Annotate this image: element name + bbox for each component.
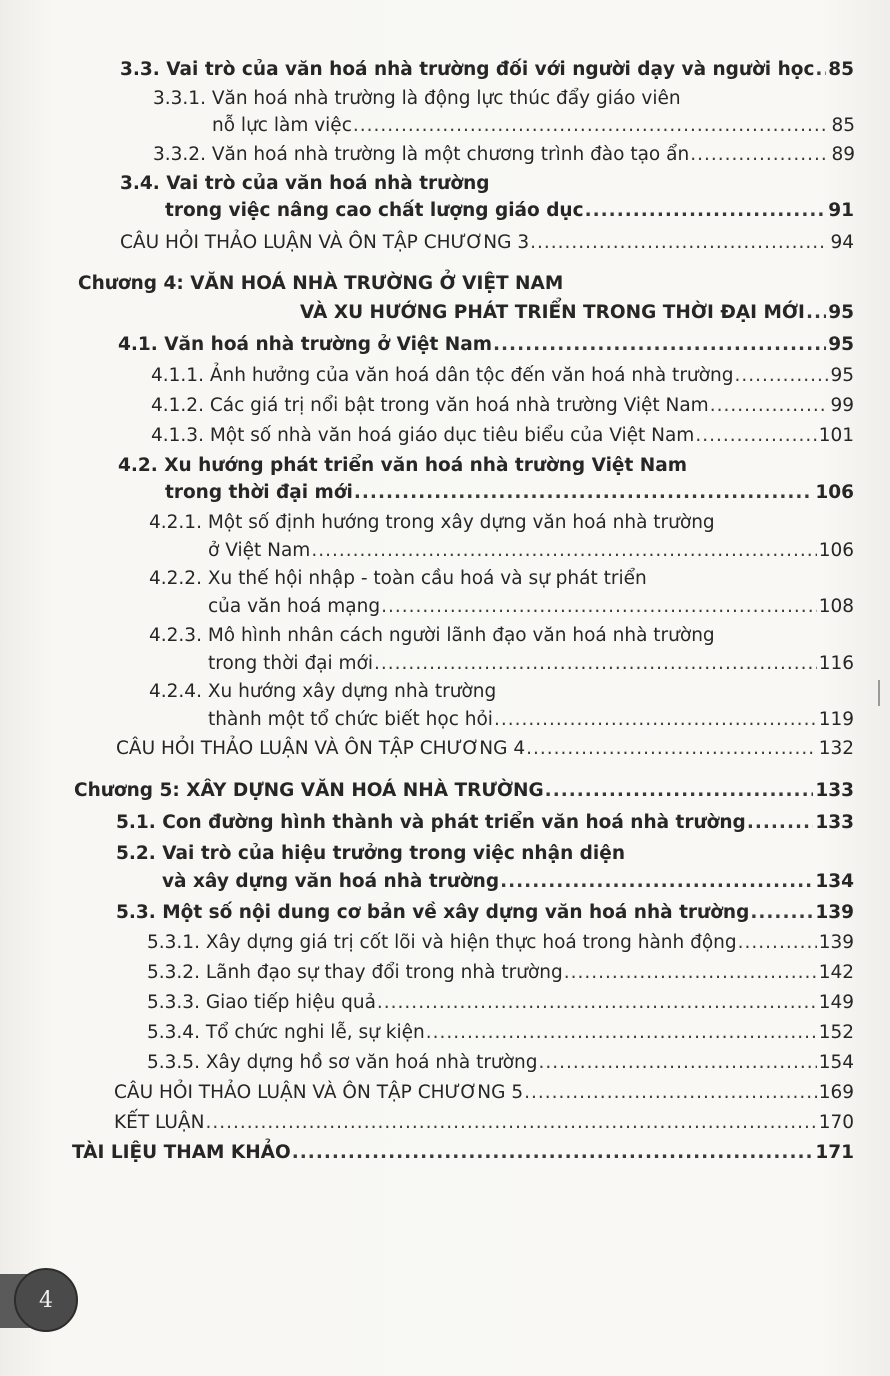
toc-chapter-title: Chương 4: VĂN HOÁ NHÀ TRƯỜNG Ở VIỆT NAM: [78, 273, 564, 294]
toc-entry-title: 4.2.4. Xu hướng xây dựng nhà trường: [149, 681, 497, 702]
toc-entry-conclusion[interactable]: [114, 1110, 854, 1136]
dot-leader: [734, 363, 828, 389]
toc-entry-3-3-1[interactable]: [153, 86, 855, 139]
toc-page-number: 95: [828, 334, 854, 355]
dot-leader: [500, 869, 813, 895]
dot-leader: [524, 1080, 817, 1106]
toc-page-number: 106: [818, 540, 854, 561]
toc-entry-review-3[interactable]: [120, 230, 854, 256]
dot-leader: [585, 198, 827, 224]
dot-leader: [530, 230, 828, 256]
toc-entry-title-cont: và xây dựng văn hoá nhà trường: [162, 871, 500, 892]
toc-entry-title-cont: trong thời đại mới: [165, 482, 353, 503]
toc-entry-title-cont: trong thời đại mới: [208, 653, 374, 674]
dot-leader: [538, 1050, 816, 1076]
toc-entry-title-cont: nỗ lực làm việc: [212, 115, 352, 136]
dot-leader: [377, 990, 817, 1016]
toc-entry-title-cont: trong việc nâng cao chất lượng giáo dục: [165, 200, 584, 221]
toc-entry-4-1-1[interactable]: [151, 363, 854, 389]
dot-leader: [526, 736, 817, 762]
dot-leader: [690, 142, 829, 168]
toc-entry-5-1[interactable]: [116, 810, 854, 836]
toc-page-number: 89: [831, 144, 855, 165]
toc-page-number: 142: [818, 962, 854, 983]
toc-entry-title: 4.1. Văn hoá nhà trường ở Việt Nam: [118, 334, 492, 355]
dot-leader: [806, 300, 826, 326]
toc-page-number: 133: [815, 812, 854, 833]
dot-leader: [710, 393, 829, 419]
toc-entry-5-3-5[interactable]: [147, 1050, 854, 1076]
dot-leader: [381, 594, 817, 620]
toc-page-number: 139: [818, 932, 854, 953]
toc-entry-title: CÂU HỎI THẢO LUẬN VÀ ÔN TẬP CHƯƠNG 3: [120, 232, 530, 253]
toc-page-number: 154: [818, 1052, 854, 1073]
dot-leader: [815, 57, 826, 83]
page-number-badge: [0, 1266, 74, 1336]
toc-entry-title: CÂU HỎI THẢO LUẬN VÀ ÔN TẬP CHƯƠNG 4: [116, 738, 526, 759]
toc-page-number: 101: [818, 425, 854, 446]
toc-entry-title-cont: của văn hoá mạng: [208, 596, 381, 617]
toc-entry-4-1-2[interactable]: [151, 393, 854, 419]
dot-leader: [494, 707, 817, 733]
toc-entry-title: 5.3.2. Lãnh đạo sự thay đổi trong nhà trường: [147, 962, 563, 983]
toc-entry-title: 5.3.4. Tổ chức nghi lễ, sự kiện: [147, 1022, 425, 1043]
toc-page-number: 171: [815, 1142, 854, 1163]
toc-entry-5-2[interactable]: [116, 841, 854, 895]
toc-entry-3-3-2[interactable]: [153, 142, 855, 168]
toc-entry-title: CÂU HỎI THẢO LUẬN VÀ ÔN TẬP CHƯƠNG 5: [114, 1082, 524, 1103]
dot-leader: [354, 480, 814, 506]
dot-leader: [747, 810, 814, 836]
toc-entry-title: 3.4. Vai trò của văn hoá nhà trường: [120, 173, 490, 194]
toc-entry-5-3-4[interactable]: [147, 1020, 854, 1046]
toc-entry-5-3[interactable]: [116, 900, 854, 926]
toc-entry-title-cont: ở Việt Nam: [208, 540, 311, 561]
toc-entry-title: 4.2. Xu hướng phát triển văn hoá nhà trường Việt Nam: [118, 455, 688, 476]
toc-page-number: 95: [828, 302, 854, 323]
toc-entry-title: 4.1.1. Ảnh hưởng của văn hoá dân tộc đến văn hoá nhà trường: [151, 365, 734, 386]
toc-entry-title: 3.3.2. Văn hoá nhà trường là một chương trình đào tạo ẩn: [153, 144, 690, 165]
toc-page-number: 132: [818, 738, 854, 759]
toc-entry-4-2-3[interactable]: [149, 623, 854, 677]
dot-leader: [374, 651, 817, 677]
toc-entry-5-3-1[interactable]: [147, 930, 854, 956]
toc-entry-4-2-2[interactable]: [149, 566, 854, 620]
toc-entry-title-cont: thành một tổ chức biết học hỏi: [208, 709, 493, 730]
toc-page-number: 134: [815, 871, 854, 892]
dot-leader: [738, 930, 817, 956]
toc-entry-title: TÀI LIỆU THAM KHẢO: [72, 1142, 291, 1163]
toc-entry-title: 3.3. Vai trò của văn hoá nhà trường đối với người dạy và người học: [120, 59, 815, 80]
toc-page-number: 133: [815, 780, 854, 801]
dot-leader: [564, 960, 817, 986]
page-edge-mark: [878, 680, 880, 706]
toc-chapter-title: Chương 5: XÂY DỰNG VĂN HOÁ NHÀ TRƯỜNG: [74, 780, 544, 801]
toc-page-number: 169: [818, 1082, 854, 1103]
dot-leader: [353, 113, 830, 139]
toc-entry-4-1-3[interactable]: [151, 423, 854, 449]
toc-page-number: 116: [818, 653, 854, 674]
toc-page-number: 108: [818, 596, 854, 617]
toc-entry-title: 5.1. Con đường hình thành và phát triển văn hoá nhà trường: [116, 812, 746, 833]
toc-page-number: 152: [818, 1022, 854, 1043]
toc-entry-title: 5.3.5. Xây dựng hồ sơ văn hoá nhà trường: [147, 1052, 538, 1073]
dot-leader: [545, 778, 814, 804]
dot-leader: [695, 423, 816, 449]
toc-page-number: 91: [828, 200, 854, 221]
toc-entry-title: 5.3.3. Giao tiếp hiệu quả: [147, 992, 376, 1013]
toc-entry-title: 5.3. Một số nội dung cơ bản về xây dựng văn hoá nhà trường: [116, 902, 750, 923]
toc-entry-4-1[interactable]: [118, 332, 854, 358]
toc-page-number: 106: [815, 482, 854, 503]
toc-entry-title: 5.3.1. Xây dựng giá trị cốt lõi và hiện thực hoá trong hành động: [147, 932, 737, 953]
toc-entry-3-3[interactable]: [120, 57, 854, 83]
toc-entry-review-5[interactable]: [114, 1080, 854, 1106]
toc-entry-title: 5.2. Vai trò của hiệu trưởng trong việc nhận diện: [116, 843, 625, 864]
toc-entry-4-2-1[interactable]: [149, 510, 854, 564]
toc-entry-5-3-2[interactable]: [147, 960, 854, 986]
dot-leader: [311, 538, 816, 564]
dot-leader: [493, 332, 826, 358]
toc-page-number: 149: [818, 992, 854, 1013]
toc-entry-review-4[interactable]: [116, 736, 854, 762]
toc-entry-title: 3.3.1. Văn hoá nhà trường là động lực thúc đẩy giáo viên: [153, 88, 681, 109]
dot-leader: [750, 900, 813, 926]
toc-page-number: 139: [815, 902, 854, 923]
dot-leader: [292, 1140, 814, 1166]
toc-page-number: 99: [830, 395, 854, 416]
toc-entry-title: 4.1.3. Một số nhà văn hoá giáo dục tiêu biểu của Việt Nam: [151, 425, 695, 446]
toc-entry-references[interactable]: [72, 1140, 854, 1166]
toc-page-number: 119: [818, 709, 854, 730]
toc-entry-5-3-3[interactable]: [147, 990, 854, 1016]
toc-entry-title: 4.2.3. Mô hình nhân cách người lãnh đạo văn hoá nhà trường: [149, 625, 715, 646]
toc-page-number: 170: [818, 1112, 854, 1133]
toc-entry-title: 4.1.2. Các giá trị nổi bật trong văn hoá nhà trường Việt Nam: [151, 395, 709, 416]
toc-page-number: 94: [830, 232, 854, 253]
toc-entry-title: KẾT LUẬN: [114, 1112, 205, 1133]
toc-page-number: 85: [828, 59, 854, 80]
toc-page-number: 95: [830, 365, 854, 386]
toc-chapter-title-cont: VÀ XU HƯỚNG PHÁT TRIỂN TRONG THỜI ĐẠI MỚI: [300, 302, 805, 323]
toc-entry-title: 4.2.2. Xu thế hội nhập - toàn cầu hoá và sự phát triển: [149, 568, 647, 589]
toc-entry-title: 4.2.1. Một số định hướng trong xây dựng văn hoá nhà trường: [149, 512, 715, 533]
toc-entry-3-4[interactable]: [120, 171, 854, 224]
toc-chapter-4[interactable]: [78, 271, 854, 326]
dot-leader: [205, 1110, 816, 1136]
toc-entry-4-2[interactable]: [118, 453, 854, 506]
dot-leader: [426, 1020, 817, 1046]
toc-chapter-5[interactable]: [74, 778, 854, 804]
toc-page-number: 85: [831, 115, 855, 136]
page-number: 4: [14, 1268, 78, 1332]
toc-entry-4-2-4[interactable]: [149, 679, 854, 733]
